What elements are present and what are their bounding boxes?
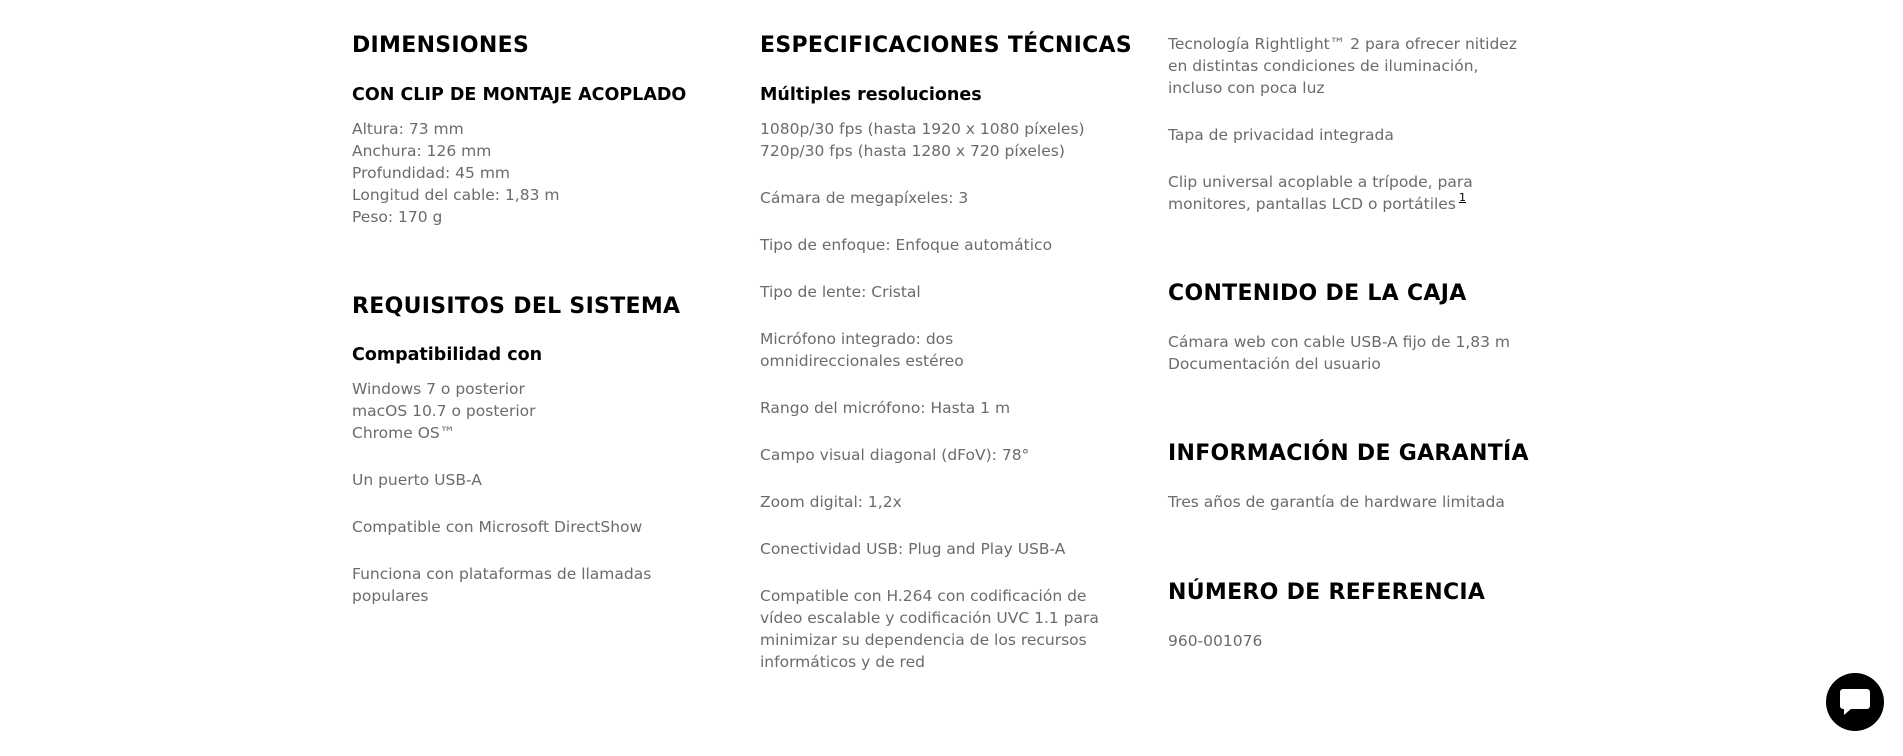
spec-focus: Tipo de enfoque: Enfoque automático: [760, 236, 1053, 254]
feature-rightlight: Tecnología Rightlight™ 2 para ofrecer nitidez en distintas condiciones de iluminación, incluso con poca luz: [1168, 35, 1517, 97]
dimension-width: Anchura: 126 mm: [352, 142, 492, 160]
dimension-weight: Peso: 170 g: [352, 208, 443, 226]
requirement-platforms: Funciona con plataformas de llamadas populares: [352, 565, 652, 605]
warranty-text: Tres años de garantía de hardware limitada: [1168, 493, 1505, 511]
dimensions-list: [352, 118, 732, 228]
os-chrome: Chrome OS™: [352, 424, 456, 442]
os-windows: Windows 7 o posterior: [352, 380, 525, 398]
spec-h264: Compatible con H.264 con codificación de vídeo escalable y codificación UVC 1.1 para minimizar su dependencia de los recursos informáticos y de red: [760, 587, 1099, 671]
requirement-directshow: Compatible con Microsoft DirectShow: [352, 518, 643, 536]
spec-zoom: Zoom digital: 1,2x: [760, 493, 902, 511]
specs-title: ESPECIFICACIONES TÉCNICAS: [760, 33, 1133, 58]
spec-lens: Tipo de lente: Cristal: [760, 283, 921, 301]
box-title: CONTENIDO DE LA CAJA: [1168, 281, 1467, 306]
resolution-720p: 720p/30 fps (hasta 1280 x 720 píxeles): [760, 142, 1065, 160]
reference-title: NÚMERO DE REFERENCIA: [1168, 580, 1486, 605]
dimensions-title: DIMENSIONES: [352, 33, 530, 58]
resolution-1080p: 1080p/30 fps (hasta 1920 x 1080 píxeles): [760, 120, 1085, 138]
box-item-documentation: Documentación del usuario: [1168, 355, 1381, 373]
dimension-cable-length: Longitud del cable: 1,83 m: [352, 186, 560, 204]
resolutions-list: [760, 118, 1140, 162]
footnote-link[interactable]: 1: [1458, 191, 1466, 204]
spec-mic-range: Rango del micrófono: Hasta 1 m: [760, 399, 1011, 417]
box-item-webcam: Cámara web con cable USB-A fijo de 1,83 m: [1168, 333, 1510, 351]
spec-microphone: Micrófono integrado: dos omnidireccionales estéreo: [760, 330, 964, 370]
spec-usb: Conectividad USB: Plug and Play USB-A: [760, 540, 1066, 558]
chat-button[interactable]: [1826, 673, 1884, 731]
dimensions-subtitle: CON CLIP DE MONTAJE ACOPLADO: [352, 85, 687, 105]
dimension-height: Altura: 73 mm: [352, 120, 464, 138]
specs-subtitle: Múltiples resoluciones: [760, 85, 982, 105]
reference-number: 960-001076: [1168, 632, 1263, 650]
dimension-depth: Profundidad: 45 mm: [352, 164, 511, 182]
spec-fov: Campo visual diagonal (dFoV): 78°: [760, 446, 1030, 464]
requirements-title: REQUISITOS DEL SISTEMA: [352, 294, 681, 319]
requirements-subtitle: Compatibilidad con: [352, 345, 543, 365]
warranty-title: INFORMACIÓN DE GARANTÍA: [1168, 441, 1529, 466]
feature-privacy-shutter: Tapa de privacidad integrada: [1168, 126, 1394, 144]
os-list: [352, 378, 732, 444]
spec-megapixels: Cámara de megapíxeles: 3: [760, 189, 969, 207]
os-macos: macOS 10.7 o posterior: [352, 402, 536, 420]
feature-clip-text: Clip universal acoplable a trípode, para monitores, pantallas LCD o portátiles: [1168, 173, 1473, 213]
requirement-usb-port: Un puerto USB-A: [352, 471, 482, 489]
chat-bubble-icon: [1838, 687, 1872, 717]
box-contents-list: [1168, 331, 1538, 375]
feature-clip: [1168, 171, 1478, 215]
